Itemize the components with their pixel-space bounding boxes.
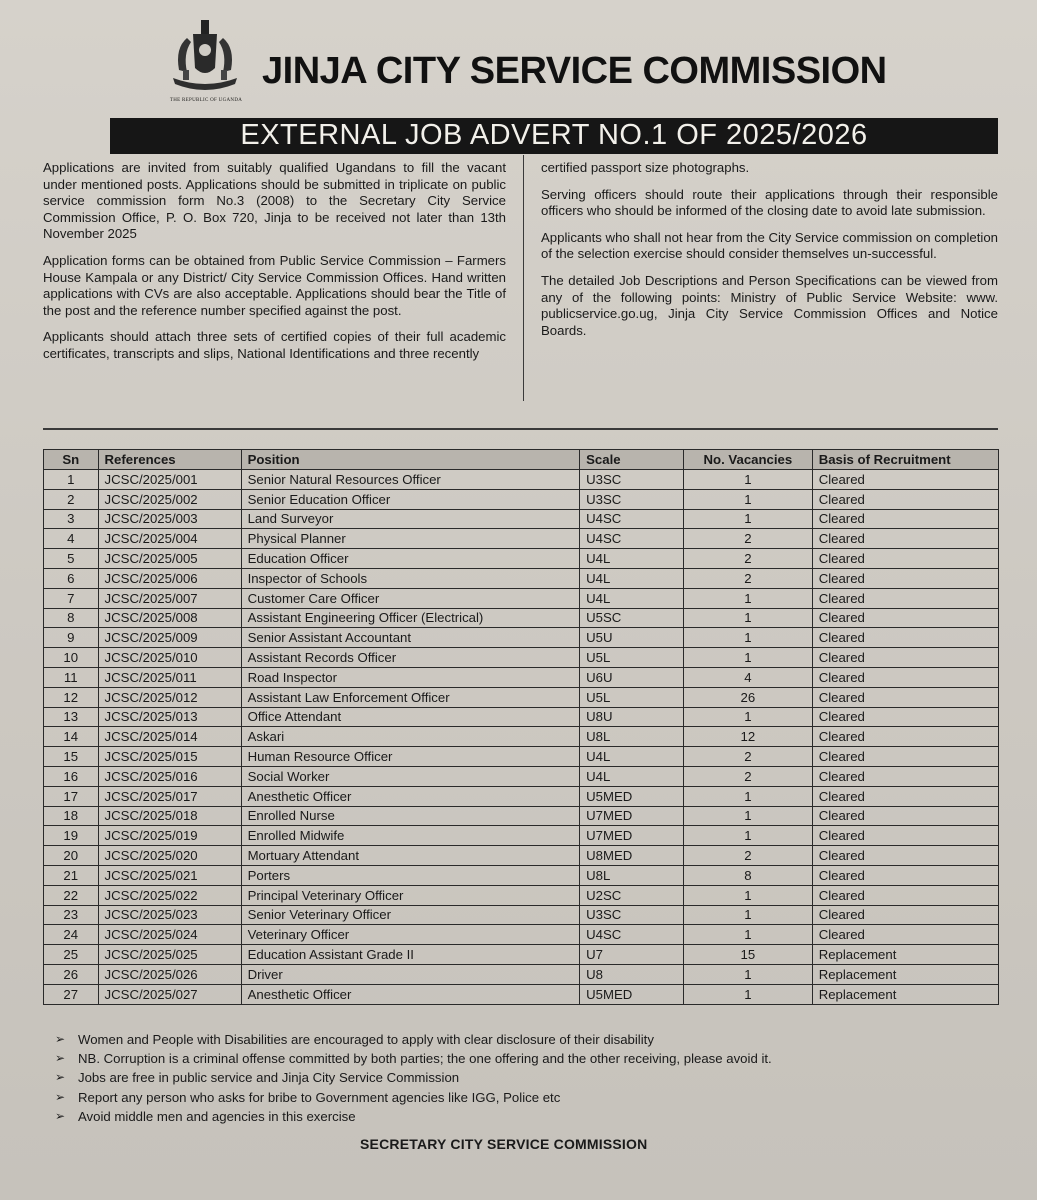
cell-sn: 10 xyxy=(44,648,99,668)
cell-reference: JCSC/2025/024 xyxy=(98,925,241,945)
table-row xyxy=(44,707,999,727)
table-row xyxy=(44,529,999,549)
cell-scale: U8MED xyxy=(580,846,684,866)
table-row xyxy=(44,865,999,885)
table-header-row xyxy=(44,450,999,470)
cell-sn: 19 xyxy=(44,826,99,846)
table-row xyxy=(44,885,999,905)
cell-vacancies: 1 xyxy=(684,608,813,628)
intro-right-column xyxy=(541,160,998,349)
cell-basis: Replacement xyxy=(812,964,998,984)
cell-basis: Cleared xyxy=(812,727,998,747)
cell-basis: Cleared xyxy=(812,667,998,687)
note-item xyxy=(55,1049,995,1068)
uganda-coat-of-arms-icon xyxy=(165,18,245,104)
cell-vacancies: 1 xyxy=(684,984,813,1004)
cell-reference: JCSC/2025/006 xyxy=(98,568,241,588)
cell-scale: U5L xyxy=(580,648,684,668)
notes-list xyxy=(55,1030,995,1126)
cell-position: Physical Planner xyxy=(241,529,580,549)
cell-reference: JCSC/2025/025 xyxy=(98,945,241,965)
cell-sn: 1 xyxy=(44,470,99,490)
cell-reference: JCSC/2025/004 xyxy=(98,529,241,549)
cell-position: Anesthetic Officer xyxy=(241,984,580,1004)
arrow-bullet-icon: ➢ xyxy=(55,1108,66,1123)
cell-vacancies: 1 xyxy=(684,905,813,925)
cell-position: Assistant Law Enforcement Officer xyxy=(241,687,580,707)
cell-scale: U3SC xyxy=(580,489,684,509)
cell-scale: U4L xyxy=(580,747,684,767)
table-row xyxy=(44,786,999,806)
cell-position: Askari xyxy=(241,727,580,747)
cell-vacancies: 8 xyxy=(684,865,813,885)
cell-position: Senior Natural Resources Officer xyxy=(241,470,580,490)
cell-reference: JCSC/2025/020 xyxy=(98,846,241,866)
cell-sn: 12 xyxy=(44,687,99,707)
table-row xyxy=(44,549,999,569)
cell-basis: Cleared xyxy=(812,826,998,846)
intro-paragraph: Serving officers should route their applications through their responsible officers who should be informed of the closing date to avoid late submission. xyxy=(541,186,998,219)
cell-sn: 9 xyxy=(44,628,99,648)
cell-sn: 14 xyxy=(44,727,99,747)
cell-reference: JCSC/2025/005 xyxy=(98,549,241,569)
table-row xyxy=(44,648,999,668)
note-text: Report any person who asks for bribe to Government agencies like IGG, Police etc xyxy=(78,1089,561,1105)
table-row xyxy=(44,568,999,588)
cell-scale: U7MED xyxy=(580,826,684,846)
cell-scale: U5MED xyxy=(580,984,684,1004)
cell-basis: Cleared xyxy=(812,905,998,925)
cell-basis: Cleared xyxy=(812,588,998,608)
cell-reference: JCSC/2025/011 xyxy=(98,667,241,687)
cell-reference: JCSC/2025/022 xyxy=(98,885,241,905)
cell-vacancies: 2 xyxy=(684,747,813,767)
emblem-caption: THE REPUBLIC OF UGANDA xyxy=(169,98,243,103)
cell-position: Inspector of Schools xyxy=(241,568,580,588)
cell-scale: U8 xyxy=(580,964,684,984)
cell-vacancies: 1 xyxy=(684,786,813,806)
cell-basis: Cleared xyxy=(812,608,998,628)
cell-reference: JCSC/2025/018 xyxy=(98,806,241,826)
cell-position: Road Inspector xyxy=(241,667,580,687)
cell-basis: Cleared xyxy=(812,509,998,529)
intro-paragraph: Applications are invited from suitably qualified Ugandans to fill the vacant under mentioned posts. Applications should be submitted in triplicate on public service commission form No.3 (2008) to the Secretary City Service Commission Office, P. O. Box 720, Jinja to be received not later than 13th November 2025 xyxy=(43,160,506,242)
cell-basis: Cleared xyxy=(812,549,998,569)
cell-sn: 21 xyxy=(44,865,99,885)
cell-position: Veterinary Officer xyxy=(241,925,580,945)
table-row xyxy=(44,489,999,509)
cell-sn: 24 xyxy=(44,925,99,945)
cell-position: Driver xyxy=(241,964,580,984)
cell-basis: Replacement xyxy=(812,984,998,1004)
cell-position: Enrolled Midwife xyxy=(241,826,580,846)
header-basis: Basis of Recruitment xyxy=(812,450,998,470)
cell-vacancies: 1 xyxy=(684,489,813,509)
cell-reference: JCSC/2025/001 xyxy=(98,470,241,490)
cell-position: Social Worker xyxy=(241,766,580,786)
cell-sn: 15 xyxy=(44,747,99,767)
note-item xyxy=(55,1068,995,1087)
note-text: Women and People with Disabilities are encouraged to apply with clear disclosure of their disability xyxy=(78,1032,654,1047)
cell-scale: U5MED xyxy=(580,786,684,806)
header-vacancies: No. Vacancies xyxy=(684,450,813,470)
cell-scale: U4L xyxy=(580,549,684,569)
header-references: References xyxy=(98,450,241,470)
vacancies-table xyxy=(43,449,999,1005)
cell-reference: JCSC/2025/016 xyxy=(98,766,241,786)
cell-reference: JCSC/2025/014 xyxy=(98,727,241,747)
cell-position: Mortuary Attendant xyxy=(241,846,580,866)
cell-vacancies: 2 xyxy=(684,846,813,866)
arrow-bullet-icon: ➢ xyxy=(55,1051,66,1066)
cell-sn: 17 xyxy=(44,786,99,806)
table-row xyxy=(44,588,999,608)
table-row xyxy=(44,727,999,747)
header-position: Position xyxy=(241,450,580,470)
cell-scale: U8L xyxy=(580,865,684,885)
cell-position: Education Assistant Grade II xyxy=(241,945,580,965)
cell-vacancies: 2 xyxy=(684,549,813,569)
cell-vacancies: 15 xyxy=(684,945,813,965)
intro-paragraph: certified passport size photographs. xyxy=(541,160,750,175)
cell-sn: 23 xyxy=(44,905,99,925)
table-row xyxy=(44,826,999,846)
cell-basis: Cleared xyxy=(812,470,998,490)
table-row xyxy=(44,964,999,984)
table-row xyxy=(44,984,999,1004)
cell-reference: JCSC/2025/013 xyxy=(98,707,241,727)
cell-reference: JCSC/2025/021 xyxy=(98,865,241,885)
cell-vacancies: 1 xyxy=(684,826,813,846)
signature: SECRETARY CITY SERVICE COMMISSION xyxy=(360,1136,648,1152)
cell-basis: Replacement xyxy=(812,945,998,965)
cell-sn: 2 xyxy=(44,489,99,509)
cell-vacancies: 1 xyxy=(684,885,813,905)
cell-vacancies: 1 xyxy=(684,648,813,668)
cell-scale: U5SC xyxy=(580,608,684,628)
cell-vacancies: 1 xyxy=(684,707,813,727)
cell-vacancies: 4 xyxy=(684,667,813,687)
cell-sn: 5 xyxy=(44,549,99,569)
note-item xyxy=(55,1030,995,1049)
cell-reference: JCSC/2025/007 xyxy=(98,588,241,608)
cell-sn: 27 xyxy=(44,984,99,1004)
cell-basis: Cleared xyxy=(812,707,998,727)
table-row xyxy=(44,667,999,687)
header-sn: Sn xyxy=(44,450,99,470)
cell-position: Senior Education Officer xyxy=(241,489,580,509)
cell-reference: JCSC/2025/027 xyxy=(98,984,241,1004)
cell-sn: 7 xyxy=(44,588,99,608)
cell-reference: JCSC/2025/008 xyxy=(98,608,241,628)
cell-sn: 20 xyxy=(44,846,99,866)
cell-scale: U8U xyxy=(580,707,684,727)
cell-reference: JCSC/2025/012 xyxy=(98,687,241,707)
cell-position: Human Resource Officer xyxy=(241,747,580,767)
cell-scale: U4L xyxy=(580,588,684,608)
cell-scale: U5U xyxy=(580,628,684,648)
cell-reference: JCSC/2025/015 xyxy=(98,747,241,767)
cell-basis: Cleared xyxy=(812,568,998,588)
cell-sn: 16 xyxy=(44,766,99,786)
cell-reference: JCSC/2025/017 xyxy=(98,786,241,806)
table-body xyxy=(44,470,999,1005)
arrow-bullet-icon: ➢ xyxy=(55,1032,66,1046)
cell-reference: JCSC/2025/002 xyxy=(98,489,241,509)
cell-vacancies: 2 xyxy=(684,568,813,588)
page-title: JINJA CITY SERVICE COMMISSION xyxy=(262,50,887,92)
cell-scale: U4SC xyxy=(580,509,684,529)
cell-position: Porters xyxy=(241,865,580,885)
cell-sn: 4 xyxy=(44,529,99,549)
cell-scale: U4L xyxy=(580,766,684,786)
table-row xyxy=(44,806,999,826)
cell-sn: 22 xyxy=(44,885,99,905)
cell-scale: U5L xyxy=(580,687,684,707)
table-row xyxy=(44,687,999,707)
intro-paragraph: The detailed Job Descriptions and Person Specifications can be viewed from any of the following points: Ministry of Public Service Website: www. publicservice.go.ug, Jinja City Service Commission Offices and Notice Boards. xyxy=(541,272,998,338)
cell-basis: Cleared xyxy=(812,865,998,885)
cell-reference: JCSC/2025/023 xyxy=(98,905,241,925)
cell-basis: Cleared xyxy=(812,766,998,786)
section-divider xyxy=(43,428,998,430)
table-row xyxy=(44,470,999,490)
cell-position: Anesthetic Officer xyxy=(241,786,580,806)
cell-basis: Cleared xyxy=(812,885,998,905)
cell-vacancies: 1 xyxy=(684,588,813,608)
cell-basis: Cleared xyxy=(812,786,998,806)
cell-position: Senior Assistant Accountant xyxy=(241,628,580,648)
table-row xyxy=(44,846,999,866)
note-text: Jobs are free in public service and Jinja City Service Commission xyxy=(78,1070,460,1086)
cell-position: Land Surveyor xyxy=(241,509,580,529)
cell-position: Customer Care Officer xyxy=(241,588,580,608)
table-row xyxy=(44,905,999,925)
cell-basis: Cleared xyxy=(812,628,998,648)
cell-position: Assistant Records Officer xyxy=(241,648,580,668)
cell-vacancies: 2 xyxy=(684,529,813,549)
cell-vacancies: 12 xyxy=(684,727,813,747)
cell-scale: U4SC xyxy=(580,529,684,549)
cell-sn: 11 xyxy=(44,667,99,687)
advert-title: EXTERNAL JOB ADVERT NO.1 OF 2025/2026 xyxy=(240,119,868,151)
cell-basis: Cleared xyxy=(812,846,998,866)
cell-reference: JCSC/2025/026 xyxy=(98,964,241,984)
cell-sn: 18 xyxy=(44,806,99,826)
cell-basis: Cleared xyxy=(812,529,998,549)
table-row xyxy=(44,766,999,786)
cell-sn: 25 xyxy=(44,945,99,965)
cell-sn: 13 xyxy=(44,707,99,727)
cell-scale: U4L xyxy=(580,568,684,588)
note-text: Avoid middle men and agencies in this exercise xyxy=(78,1108,356,1124)
advert-title-bar xyxy=(110,118,998,154)
intro-paragraph: Applicants who shall not hear from the City Service commission on completion of the selection exercise should consider themselves un-successful. xyxy=(541,229,998,262)
cell-position: Education Officer xyxy=(241,549,580,569)
cell-vacancies: 1 xyxy=(684,806,813,826)
cell-vacancies: 26 xyxy=(684,687,813,707)
arrow-bullet-icon: ➢ xyxy=(55,1070,66,1085)
cell-vacancies: 2 xyxy=(684,766,813,786)
cell-vacancies: 1 xyxy=(684,628,813,648)
intro-left-column xyxy=(43,160,506,373)
cell-scale: U3SC xyxy=(580,905,684,925)
cell-scale: U2SC xyxy=(580,885,684,905)
cell-position: Office Attendant xyxy=(241,707,580,727)
cell-sn: 3 xyxy=(44,509,99,529)
note-text: NB. Corruption is a criminal offense committed by both parties; the one offering and the other receiving, please avoid it. xyxy=(78,1051,772,1067)
table-row xyxy=(44,628,999,648)
cell-basis: Cleared xyxy=(812,747,998,767)
cell-vacancies: 1 xyxy=(684,964,813,984)
cell-position: Principal Veterinary Officer xyxy=(241,885,580,905)
cell-reference: JCSC/2025/019 xyxy=(98,826,241,846)
cell-reference: JCSC/2025/009 xyxy=(98,628,241,648)
cell-scale: U4SC xyxy=(580,925,684,945)
cell-scale: U7MED xyxy=(580,806,684,826)
cell-scale: U3SC xyxy=(580,470,684,490)
cell-sn: 6 xyxy=(44,568,99,588)
cell-basis: Cleared xyxy=(812,925,998,945)
table-row xyxy=(44,747,999,767)
cell-scale: U8L xyxy=(580,727,684,747)
cell-reference: JCSC/2025/003 xyxy=(98,509,241,529)
note-item xyxy=(55,1088,995,1107)
cell-scale: U7 xyxy=(580,945,684,965)
cell-sn: 26 xyxy=(44,964,99,984)
intro-paragraph: Applicants should attach three sets of certified copies of their full academic certificates, transcripts and slips, National Identifications and three recently xyxy=(43,329,506,361)
note-item xyxy=(55,1107,995,1126)
cell-scale: U6U xyxy=(580,667,684,687)
header-scale: Scale xyxy=(580,450,684,470)
intro-paragraph: Application forms can be obtained from Public Service Commission – Farmers House Kampala or any District/ City Service Commission Offices. Hand written applications with CVs are also acceptable. Applications should bear the Title of the post and the reference number specified against the post. xyxy=(43,252,506,318)
cell-vacancies: 1 xyxy=(684,509,813,529)
column-divider xyxy=(523,155,524,401)
table-row xyxy=(44,945,999,965)
cell-position: Senior Veterinary Officer xyxy=(241,905,580,925)
table-row xyxy=(44,509,999,529)
table-row xyxy=(44,608,999,628)
table-row xyxy=(44,925,999,945)
cell-basis: Cleared xyxy=(812,687,998,707)
cell-reference: JCSC/2025/010 xyxy=(98,648,241,668)
cell-vacancies: 1 xyxy=(684,470,813,490)
cell-sn: 8 xyxy=(44,608,99,628)
cell-basis: Cleared xyxy=(812,806,998,826)
cell-basis: Cleared xyxy=(812,489,998,509)
cell-basis: Cleared xyxy=(812,648,998,668)
cell-position: Enrolled Nurse xyxy=(241,806,580,826)
arrow-bullet-icon: ➢ xyxy=(55,1089,66,1104)
cell-position: Assistant Engineering Officer (Electrical) xyxy=(241,608,580,628)
cell-vacancies: 1 xyxy=(684,925,813,945)
